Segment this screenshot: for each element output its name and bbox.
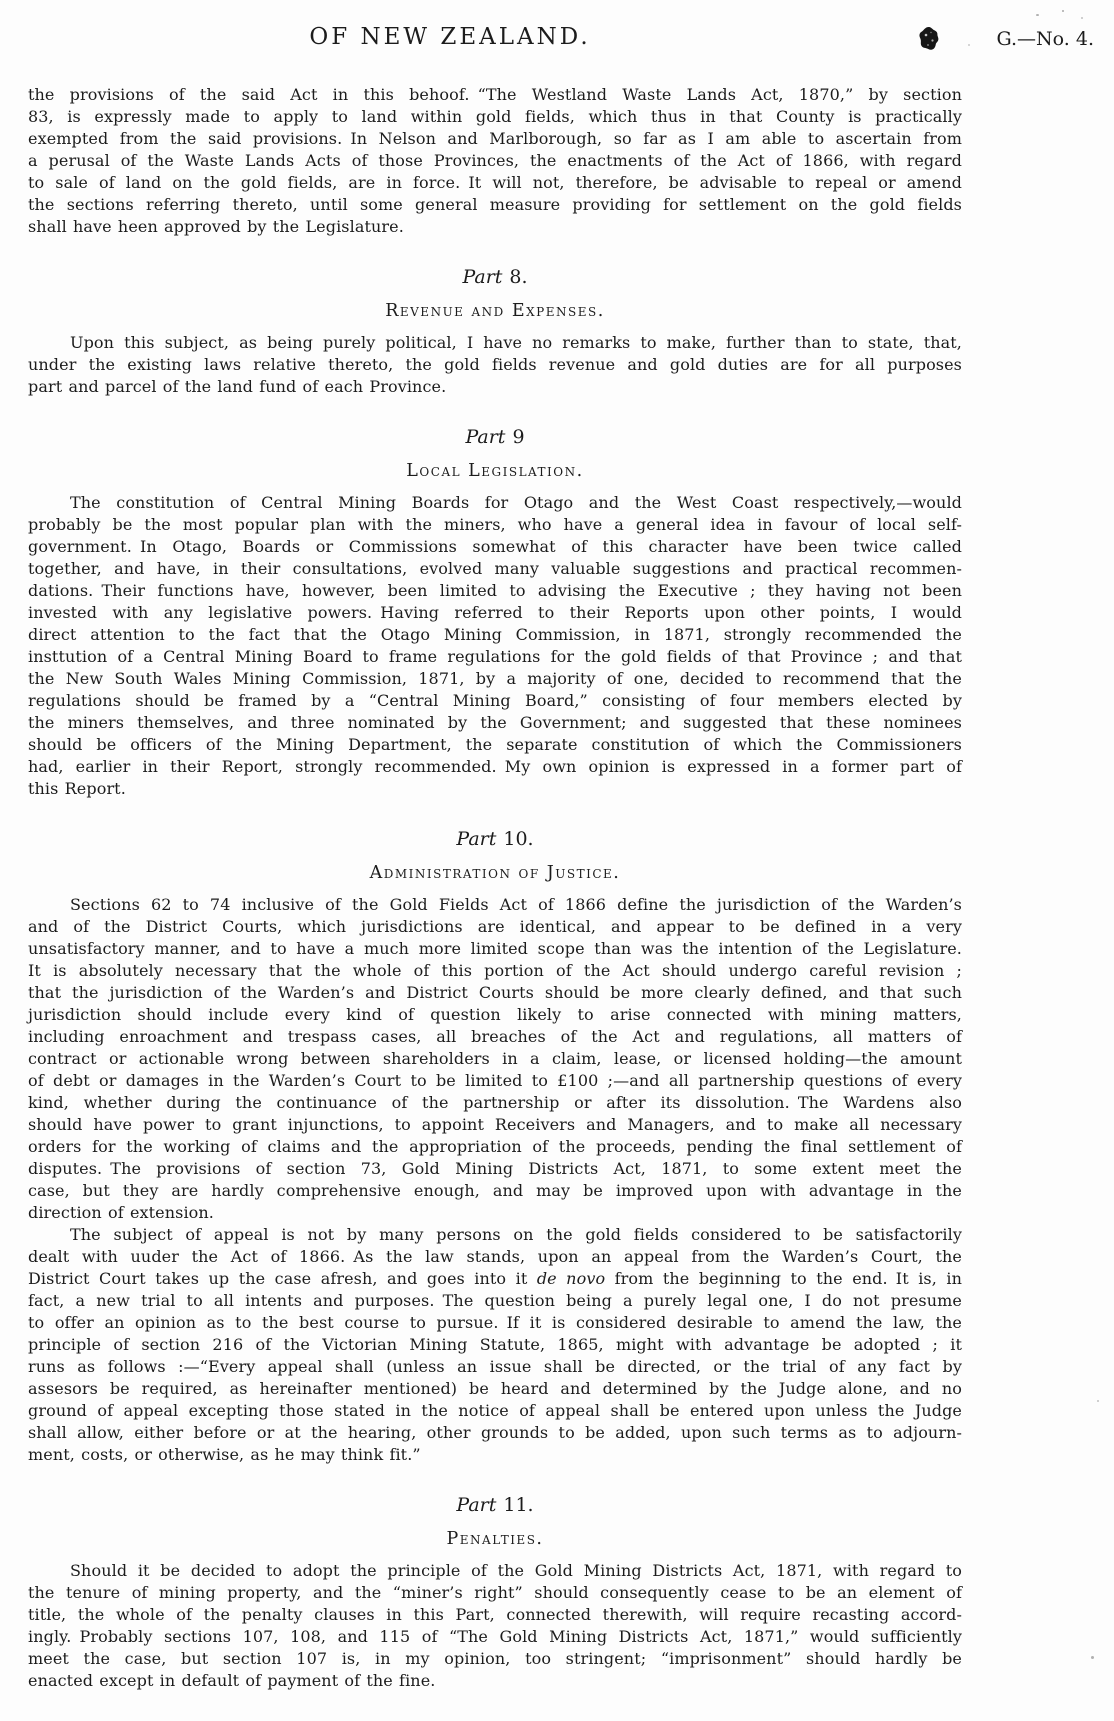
- text-line: District Court takes up the case afresh, and goes into it de novo from the beginning to the end. It is, in: [28, 1269, 962, 1288]
- section-subtitle: Local Legislation.: [406, 461, 584, 481]
- text-block: [28, 84, 962, 1692]
- text-line: to offer an opinion as to the best course to pursue. If it is considered desirable to amend the law, the: [28, 1313, 962, 1332]
- paragraph: [28, 894, 962, 1224]
- text-line: assesors be required, as hereinafter mentioned) be heard and determined by the Judge alone, and no: [28, 1379, 962, 1398]
- text-line: of debt or damages in the Warden’s Court to be limited to £100 ;—and all partnership questions of every: [28, 1071, 962, 1090]
- text-line: runs as follows :—“Every appeal shall (unless an issue shall be directed, or the trial of any fact by: [28, 1357, 962, 1376]
- text-line: government. In Otago, Boards or Commissions somewhat of this character have been twice called: [28, 537, 962, 556]
- text-line: disputes. The provisions of section 73, Gold Mining Districts Act, 1871, to some extent meet the: [28, 1159, 962, 1178]
- text-line: shall allow, either before or at the hearing, other grounds to be added, upon such terms as to adjourn-: [28, 1423, 962, 1442]
- text-line: meet the case, but section 107 is, in my opinion, too stringent; “imprisonment” should hardly be: [28, 1649, 962, 1668]
- scan-speck: [968, 44, 970, 46]
- text-line: direct attention to the fact that the Otago Mining Commission, in 1871, strongly recommended the: [28, 625, 962, 644]
- text-line: It is absolutely necessary that the whole of this portion of the Act should undergo careful revision ;: [28, 961, 962, 980]
- paragraph: [28, 492, 962, 800]
- text-line: ingly. Probably sections 107, 108, and 115 of “The Gold Mining Districts Act, 1871,” would sufficiently: [28, 1627, 962, 1646]
- text-line: invested with any legislative powers. Having referred to their Reports upon other points, I would: [28, 603, 962, 622]
- text-line: the New South Wales Mining Commission, 1871, by a majority of one, decided to recommend that the: [28, 669, 962, 688]
- scan-speck: [1091, 1656, 1094, 1659]
- text-line: had, earlier in their Report, strongly recommended. My own opinion is expressed in a former part of: [28, 757, 962, 776]
- part-word: Part: [456, 1494, 497, 1516]
- paragraph: [28, 332, 962, 398]
- text-line: 83, is expressly made to apply to land within gold fields, which thus in that County is practically: [28, 107, 962, 126]
- text-line: the sections referring thereto, until some general measure providing for settlement on the gold fields: [28, 195, 962, 214]
- text-line: dealt with uuder the Act of 1866. As the law stands, upon an appeal from the Warden’s Court, the: [28, 1247, 962, 1266]
- text-line: ground of appeal excepting those stated in the notice of appeal shall be entered upon unless the Judge: [28, 1401, 962, 1420]
- page-header: [0, 24, 1114, 56]
- section-part-11: [28, 1494, 962, 1692]
- text-line: and of the District Courts, which jurisdictions are identical, and appear to be defined in a very: [28, 917, 962, 936]
- scan-speck: [1036, 14, 1039, 16]
- text-line: enacted except in default of payment of the fine.: [28, 1671, 436, 1690]
- text-line: direction of extension.: [28, 1203, 214, 1222]
- part-heading: [28, 426, 962, 448]
- scan-speck: [1062, 10, 1064, 12]
- text-line: that the jurisdiction of the Warden’s and District Courts should be more clearly defined, and that such: [28, 983, 962, 1002]
- text-line: unsatisfactory manner, and to have a much more limited scope than was the intention of the Legislature.: [28, 939, 962, 958]
- section-part-8: [28, 266, 962, 398]
- text-line: exempted from the said provisions. In Nelson and Marlborough, so far as I am able to ascertain from: [28, 129, 962, 148]
- text-line: contract or actionable wrong between shareholders in a claim, lease, or licensed holding—the amount: [28, 1049, 962, 1068]
- text-line: regulations should be framed by a “Central Mining Board,” consisting of four members elected by: [28, 691, 962, 710]
- text-line: part and parcel of the land fund of each Province.: [28, 377, 447, 396]
- text-line: orders for the working of claims and the appropriation of the proceeds, pending the final settlement of: [28, 1137, 962, 1156]
- section-subtitle: Administration of Justice.: [369, 863, 621, 883]
- text-line: a perusal of the Waste Lands Acts of those Provinces, the enactments of the Act of 1866, with regard: [28, 151, 962, 170]
- ink-blot-ornament-icon: [917, 26, 942, 53]
- part-word: Part: [462, 266, 503, 288]
- text-line: this Report.: [28, 779, 126, 798]
- text-line: The constitution of Central Mining Boards for Otago and the West Coast respectively,—would: [70, 493, 962, 512]
- document-reference: G.—No. 4.: [996, 28, 1094, 50]
- text-line: the miners themselves, and three nominated by the Government; and suggested that these nominees: [28, 713, 962, 732]
- text-line: probably be the most popular plan with the miners, who have a general idea in favour of local self-: [28, 515, 962, 534]
- text-line: Upon this subject, as being purely political, I have no remarks to make, further than to state, that,: [70, 333, 962, 352]
- running-title: OF NEW ZEALAND.: [309, 24, 591, 50]
- text-line: should be officers of the Mining Department, the separate constitution of which the Commissioners: [28, 735, 962, 754]
- scan-speck: [1081, 17, 1083, 19]
- paragraph: [28, 1224, 962, 1466]
- text-line: under the existing laws relative thereto, the gold fields revenue and gold duties are for all purposes: [28, 355, 962, 374]
- part-word: Part: [465, 426, 506, 448]
- text-line: ment, costs, or otherwise, as he may think fit.”: [28, 1445, 421, 1464]
- text-line: together, and have, in their consultations, evolved many valuable suggestions and practical recommen-: [28, 559, 962, 578]
- text-line: fact, a new trial to all intents and purposes. The question being a purely legal one, I do not presume: [28, 1291, 962, 1310]
- text-line: Should it be decided to adopt the principle of the Gold Mining Districts Act, 1871, with regard to: [70, 1561, 962, 1580]
- text-line: Sections 62 to 74 inclusive of the Gold Fields Act of 1866 define the jurisdiction of the Warden’s: [70, 895, 962, 914]
- text-line: shall have heen approved by the Legislature.: [28, 217, 404, 236]
- part-number: 11.: [503, 1494, 534, 1516]
- text-line: the provisions of the said Act in this behoof. “The Westland Waste Lands Act, 1870,” by section: [28, 85, 962, 104]
- section-part-9: [28, 426, 962, 800]
- paragraph: [28, 1560, 962, 1692]
- text-line: dations. Their functions have, however, been limited to advising the Executive ; they having not been: [28, 581, 962, 600]
- part-heading: [28, 1494, 962, 1516]
- text-line: the tenure of mining property, and the “miner’s right” should consequently cease to be an element of: [28, 1583, 962, 1602]
- text-line: insttution of a Central Mining Board to frame regulations for the gold fields of that Province ; and that: [28, 647, 962, 666]
- text-line: to sale of land on the gold fields, are in force. It will not, therefore, be advisable to repeal or amend: [28, 173, 962, 192]
- text-line: title, the whole of the penalty clauses in this Part, connected therewith, will require recasting accord-: [28, 1605, 962, 1624]
- part-heading: [28, 266, 962, 288]
- text-line: jurisdiction should include every kind of question likely to arise connected with mining matters,: [28, 1005, 962, 1024]
- part-heading: [28, 828, 962, 850]
- text-line: principle of section 216 of the Victorian Mining Statute, 1865, might with advantage be adopted ; it: [28, 1335, 962, 1354]
- text-line: should have power to grant injunctions, to appoint Receivers and Managers, and to make all necessary: [28, 1115, 962, 1134]
- text-line: including enroachment and trespass cases, all breaches of the Act and regulations, all matters of: [28, 1027, 962, 1046]
- text-line: kind, whether during the continuance of the partnership or after its dissolution. The Wardens also: [28, 1093, 962, 1112]
- part-word: Part: [456, 828, 497, 850]
- section-subtitle: Penalties.: [446, 1529, 544, 1549]
- part-number: 9: [512, 426, 525, 448]
- text-line: The subject of appeal is not by many persons on the gold fields considered to be satisfactorily: [70, 1225, 962, 1244]
- text-line: case, but they are hardly comprehensive enough, and may be improved upon with advantage in the: [28, 1181, 962, 1200]
- section-part-10: [28, 828, 962, 1466]
- part-number: 8.: [509, 266, 528, 288]
- section-subtitle: Revenue and Expenses.: [385, 301, 605, 321]
- scan-speck: [1097, 1400, 1099, 1402]
- part-number: 10.: [503, 828, 534, 850]
- intro-paragraph: [28, 84, 962, 238]
